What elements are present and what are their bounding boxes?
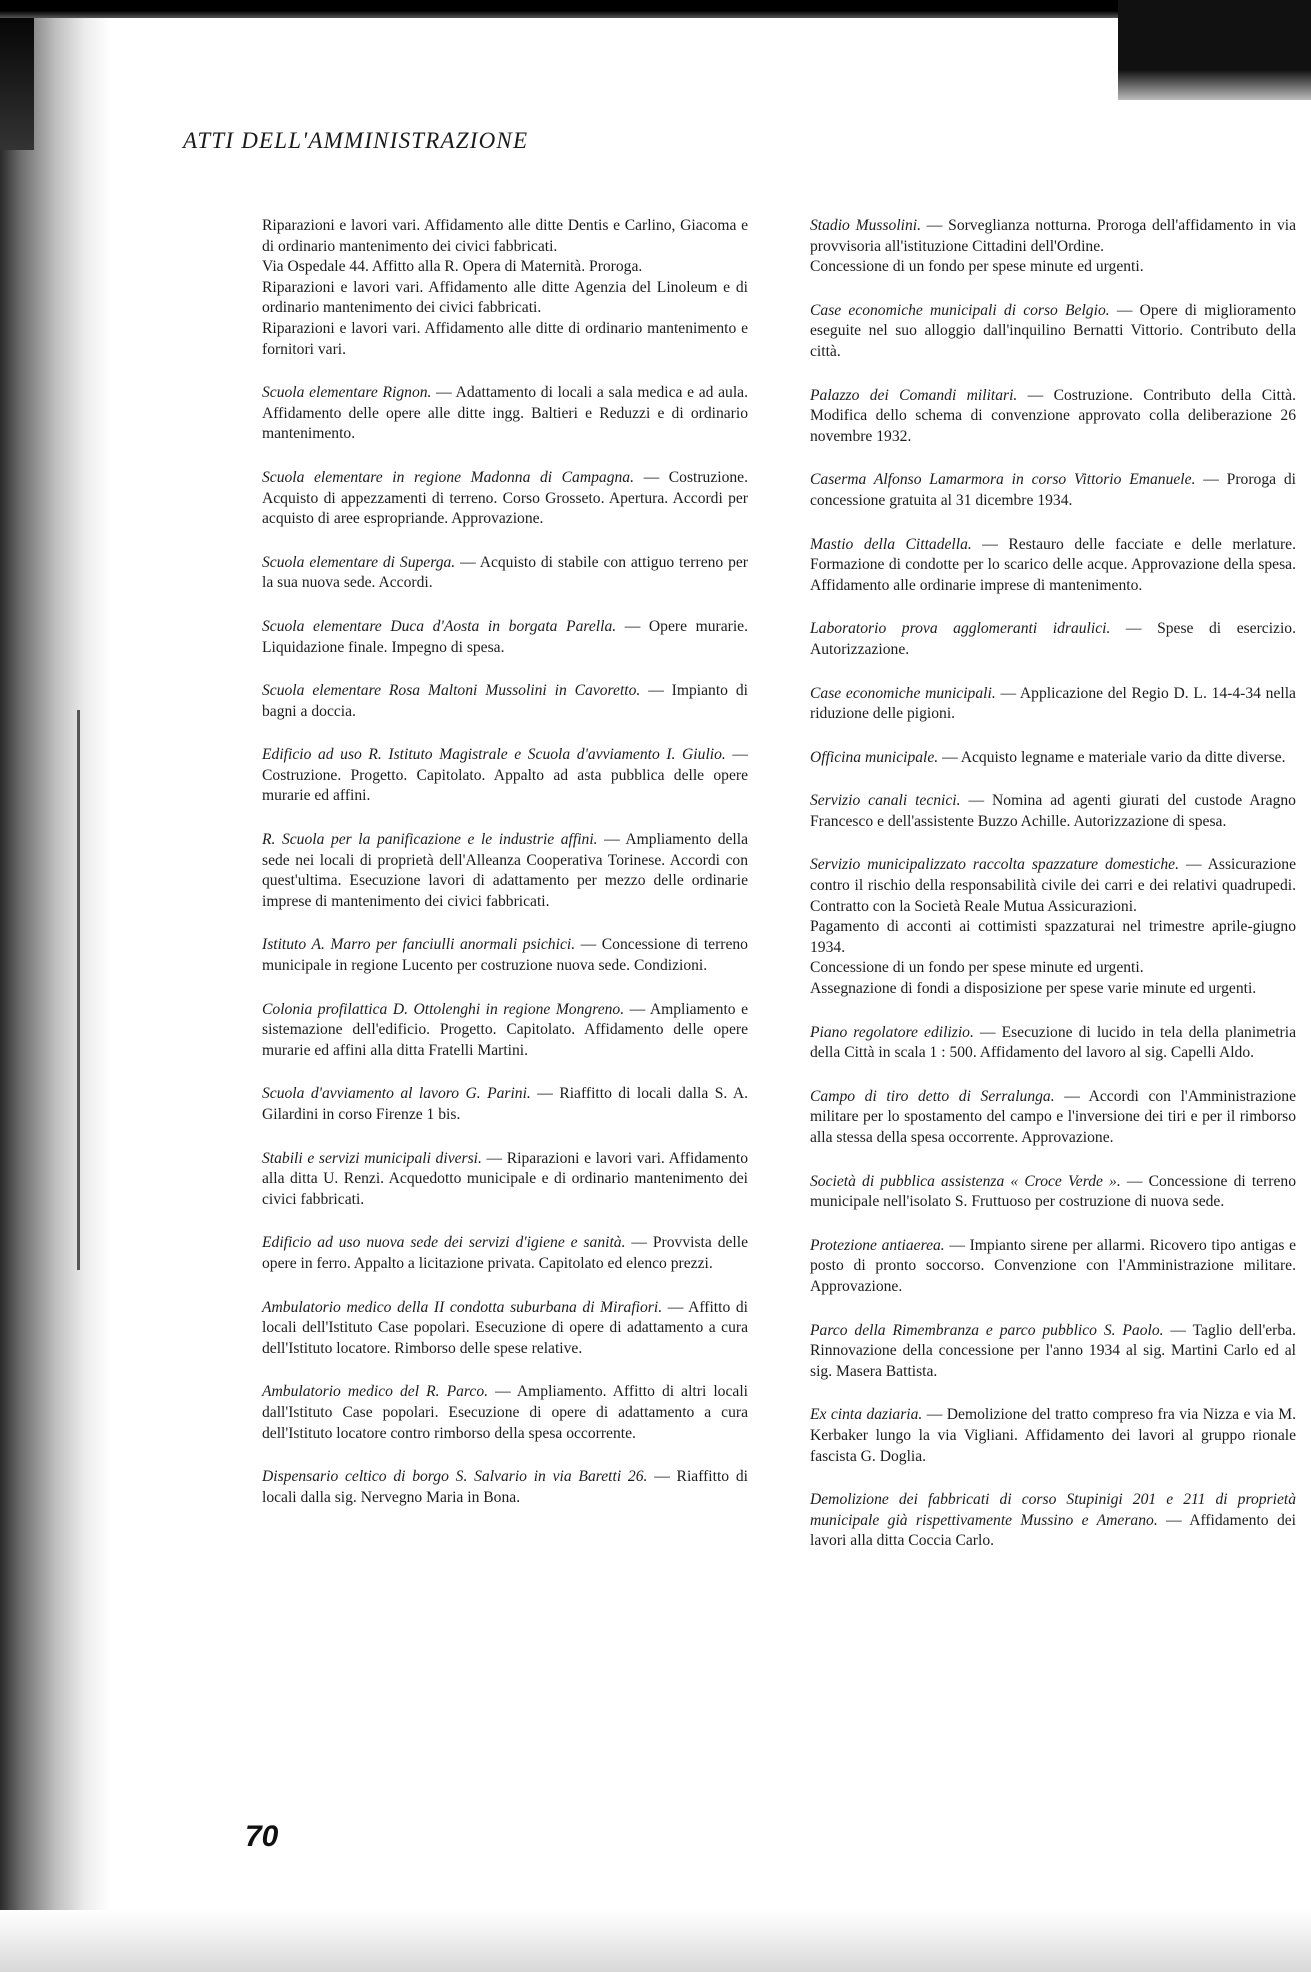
entry [810, 684, 1296, 725]
entry-text: — Esecuzione di lucido in tela della planimetria della Città in scala 1 : 500. Affidamento del lavoro al sig. Capelli Aldo. [810, 1023, 1296, 1062]
entry [810, 1405, 1296, 1467]
entry-title: Servizio canali tecnici. [810, 792, 961, 810]
entry-text: — Ampliamento. Affitto di altri locali dall'Istituto Case popolari. Esecuzione di opere di adattamento a cura dell'Istituto locatore contro rimborso della spesa occorrente. [262, 1383, 748, 1442]
entry [262, 1084, 748, 1125]
entry-title: Servizio municipalizzato raccolta spazzature domestiche. [810, 856, 1179, 874]
entry-text: — Affidamento dei lavori alla ditta Coccia Carlo. [810, 1511, 1296, 1550]
entry [262, 468, 748, 530]
entry [262, 1382, 748, 1444]
entry-paragraph [262, 1467, 748, 1508]
entry-text: Pagamento di acconti ai cottimisti spazzaturai nel trimestre aprile-giugno 1934. [810, 918, 1296, 956]
scan-top-edge [0, 0, 1311, 18]
entry-title: Stadio Mussolini. [810, 217, 922, 234]
entry-text: — Acquisto di stabile con attiguo terreno per la sua nuova sede. Accordi. [262, 553, 748, 592]
entry-text: — Riparazioni e lavori vari. Affidamento alla ditta U. Renzi. Acquedotto municipale e di ordinario mantenimento dei civici fabbricati. [262, 1149, 748, 1208]
entry-paragraph [262, 216, 748, 257]
entry [262, 216, 748, 360]
entry-text: Riparazioni e lavori vari. Affidamento alle ditte Agenzia del Linoleum e di ordinario mantenimento dei civici fabbricati. [262, 278, 748, 317]
entry-text: — Costruzione. Contributo della Città. Modifica dello schema di convenzione approvato colla deliberazione 26 novembre 1932. [810, 386, 1296, 445]
entry-title: Ambulatorio medico della II condotta suburbana di Mirafiori. [262, 1298, 663, 1316]
entry-text: — Applicazione del Regio D. L. 14-4-34 nella riduzione delle pigioni. [810, 684, 1296, 723]
entry-title: Scuola elementare Rignon. [262, 384, 432, 402]
entry-paragraph [810, 619, 1296, 660]
entry-text: — Demolizione del tratto compreso fra via Nizza e via M. Kerbaker lungo la via Vigliani. Affidamento dei lavori al gruppo rionale fascista G. Doglia. [810, 1406, 1297, 1465]
page-number: 70 [245, 1820, 279, 1853]
entry-paragraph [810, 791, 1296, 832]
entry-paragraph [810, 917, 1296, 958]
entry-paragraph [262, 319, 748, 360]
entry-paragraph [810, 979, 1296, 1000]
entry-text: — Assicurazione contro il rischio della responsabilità civile dei carri e dei relativi quadrupedi. Contratto con la Società Reale Mutua Assicurazioni. [810, 856, 1296, 915]
entry [810, 1321, 1296, 1383]
entry-title: Caserma Alfonso Lamarmora in corso Vittorio Emanuele. [810, 471, 1196, 489]
entry-title: Società di pubblica assistenza « Croce Verde ». [810, 1172, 1121, 1190]
entry [262, 1467, 748, 1508]
entry [810, 1236, 1296, 1298]
entry [810, 301, 1296, 363]
entry-text: — Proroga di concessione gratuita al 31 dicembre 1934. [810, 471, 1296, 509]
entry-title: Demolizione dei fabbricati di corso Stupinigi 201 e 211 di proprietà municipale già rispettivamente Mussino e Amerano. [810, 1491, 1296, 1529]
scan-left-shadow [0, 0, 110, 1972]
entry-paragraph [810, 257, 1296, 278]
entry-text: — Sorveglianza notturna. Proroga dell'affidamento in via provvisoria all'istituzione Cittadini dell'Ordine. [810, 217, 1296, 255]
entry-title: Piano regolatore edilizio. [810, 1023, 974, 1041]
entry-title: Edificio ad uso R. Istituto Magistrale e Scuola d'avviamento I. Giulio. [262, 746, 726, 764]
entry [262, 1000, 748, 1062]
entry-paragraph [810, 1321, 1296, 1383]
entry [262, 1233, 748, 1274]
entry-title: Ex cinta daziaria. [810, 1406, 923, 1424]
scan-left-dark-corner [0, 0, 34, 150]
entry [262, 1149, 748, 1211]
entry-paragraph [810, 855, 1296, 917]
entry-text: — Riaffitto di locali dalla sig. Nervegno Maria in Bona. [262, 1468, 748, 1506]
entry [810, 748, 1296, 769]
entry-paragraph [810, 470, 1296, 511]
entry [262, 617, 748, 658]
entry-paragraph [810, 684, 1296, 725]
entry-text: — Costruzione. Acquisto di appezzamenti di terreno. Corso Grosseto. Apertura. Accordi per acquisto di aree espropriande. Approvazione. [262, 468, 748, 528]
entry-text: Assegnazione di fondi a disposizione per spese varie minute ed urgenti. [810, 980, 1257, 998]
entry-title: Parco della Rimembranza e parco pubblico S. Paolo. [810, 1321, 1164, 1339]
entry-paragraph [262, 553, 748, 594]
entry [810, 791, 1296, 832]
entry-paragraph [810, 1236, 1296, 1298]
entry-title: Officina municipale. [810, 748, 939, 766]
entry-paragraph [262, 1233, 748, 1274]
entry [810, 386, 1296, 448]
entry-paragraph [262, 468, 748, 530]
entry-title: Ambulatorio medico del R. Parco. [262, 1383, 489, 1401]
entry-paragraph [262, 617, 748, 658]
entry-title: Mastio della Cittadella. [810, 535, 972, 553]
entry [810, 1490, 1296, 1552]
entry-title: Scuola elementare di Superga. [262, 553, 456, 571]
scan-margin-line [77, 710, 80, 1270]
entry-paragraph [810, 1087, 1296, 1149]
entry-paragraph [262, 1382, 748, 1444]
entry-paragraph [262, 1298, 748, 1360]
entry-title: Scuola elementare in regione Madonna di Campagna. [262, 468, 634, 486]
entry-paragraph [810, 301, 1296, 363]
entry-text: Concessione di un fondo per spese minute ed urgenti. [810, 959, 1144, 977]
entry [810, 470, 1296, 511]
entry-text: — Restauro delle facciate e delle merlature. Formazione di condotte per lo scarico delle acque. Approvazione della spesa. Affidamento alle ordinarie imprese di mantenimento. [810, 535, 1296, 594]
right-column [810, 216, 1296, 1575]
entry-paragraph [262, 681, 748, 722]
entry-paragraph [262, 935, 748, 976]
entry-text: — Adattamento di locali a sala medica e ad aula. Affidamento delle opere alle ditte ingg. Baltieri e Reduzzi e di ordinario mantenimento. [262, 384, 748, 443]
entry-title: Laboratorio prova agglomeranti idraulici. [810, 620, 1111, 638]
entry [262, 1298, 748, 1360]
entry [810, 855, 1296, 999]
entry-text: — Provvista delle opere in ferro. Appalto a licitazione privata. Capitolato ed elenco prezzi. [262, 1234, 748, 1272]
entry-text: — Concessione di terreno municipale nell'isolato S. Fruttuoso per costruzione di nuova sede. [810, 1172, 1296, 1211]
entry [810, 619, 1296, 660]
entry [262, 830, 748, 912]
entry-text: — Impianto sirene per allarmi. Ricovero tipo antigas e posto di pronto soccorso. Convenzione con l'Amministrazione militare. Approvazione. [810, 1236, 1296, 1295]
entry [262, 745, 748, 807]
entry-title: Dispensario celtico di borgo S. Salvario in via Baretti 26. [262, 1468, 648, 1486]
entry-paragraph [262, 745, 748, 807]
entry-text: — Ampliamento e sistemazione dell'edificio. Progetto. Capitolato. Affidamento delle opere murarie ed affini alla ditta Fratelli Martini. [262, 1000, 748, 1059]
entry-paragraph [810, 386, 1296, 448]
entry [810, 216, 1296, 278]
entry [262, 681, 748, 722]
entry-text: Via Ospedale 44. Affitto alla R. Opera di Maternità. Proroga. [262, 258, 643, 276]
entry-paragraph [810, 1490, 1296, 1552]
entry-title: Edificio ad uso nuova sede dei servizi d'igiene e sanità. [262, 1234, 626, 1252]
entry-text: — Concessione di terreno municipale in regione Lucento per costruzione nuova sede. Condizioni. [262, 936, 748, 975]
entry-title: R. Scuola per la panificazione e le industrie affini. [262, 831, 598, 849]
entry [262, 383, 748, 445]
entry-title: Palazzo dei Comandi militari. [810, 386, 1018, 404]
entry-text: — Opere di miglioramento eseguite nel suo alloggio dall'inquilino Bernatti Vittorio. Contributo della città. [810, 301, 1296, 360]
entry-text: — Accordi con l'Amministrazione militare per lo spostamento del campo e l'inversione dei tiri e per il rimborso alla stessa della spesa occorrente. Approvazione. [810, 1087, 1296, 1146]
entry-text: Riparazioni e lavori vari. Affidamento alle ditte di ordinario mantenimento e fornitori vari. [262, 319, 748, 358]
entry-paragraph [810, 535, 1296, 597]
entry-paragraph [262, 257, 748, 278]
entry-paragraph [810, 1172, 1296, 1213]
entry-paragraph [810, 1405, 1296, 1467]
entry-text: — Impianto di bagni a doccia. [262, 682, 748, 720]
entry-title: Case economiche municipali. [810, 684, 996, 702]
scan-bottom-shadow [0, 1910, 1311, 1972]
entry-title: Scuola elementare Duca d'Aosta in borgata Parella. [262, 617, 617, 635]
entry-title: Scuola elementare Rosa Maltoni Mussolini in Cavoretto. [262, 682, 641, 700]
entry [810, 1023, 1296, 1064]
running-head: ATTI DELL'AMMINISTRAZIONE [183, 128, 529, 153]
entry-paragraph [810, 748, 1296, 769]
entry-paragraph [810, 958, 1296, 979]
entry [810, 1172, 1296, 1213]
entry-paragraph [262, 830, 748, 912]
entry-title: Stabili e servizi municipali diversi. [262, 1149, 482, 1167]
entry-title: Case economiche municipali di corso Belgio. [810, 301, 1110, 319]
entry-text: — Opere murarie. Liquidazione finale. Impegno di spesa. [262, 617, 748, 656]
entry-paragraph [262, 1000, 748, 1062]
entry-text: — Taglio dell'erba. Rinnovazione della concessione per l'anno 1934 al sig. Martini Carlo ed al sig. Masera Battista. [810, 1321, 1296, 1380]
entry-text: — Acquisto legname e materiale vario da ditte diverse. [942, 748, 1286, 766]
entry-paragraph [262, 383, 748, 445]
entry-title: Istituto A. Marro per fanciulli anormali psichici. [262, 936, 576, 954]
scan-top-right-shadow [1118, 0, 1311, 100]
entry-text: Riparazioni e lavori vari. Affidamento alle ditte Dentis e Carlino, Giacoma e di ordinario mantenimento dei civici fabbricati. [262, 217, 748, 255]
entry-paragraph [262, 1084, 748, 1125]
entry-title: Protezione antiaerea. [810, 1236, 945, 1254]
entry [262, 935, 748, 976]
entry-title: Scuola d'avviamento al lavoro G. Parini. [262, 1085, 531, 1103]
entry [262, 553, 748, 594]
entry-title: Campo di tiro detto di Serralunga. [810, 1087, 1055, 1105]
entry-text: — Riaffitto di locali dalla S. A. Gilardini in corso Firenze 1 bis. [262, 1085, 749, 1123]
entry-text: — Spese di esercizio. Autorizzazione. [810, 620, 1296, 658]
entry-text: — Affitto di locali dell'Istituto Case popolari. Esecuzione di opere di adattamento a cura dell'Istituto locatore. Rimborso delle spese relative. [262, 1298, 748, 1357]
entry-paragraph [262, 278, 748, 319]
left-column [262, 216, 748, 1531]
entry-paragraph [810, 216, 1296, 257]
entry-paragraph [262, 1149, 748, 1211]
entry-text: — Nomina ad agenti giurati del custode Aragno Francesco e dell'assistente Buzzo Achille. Autorizzazione di spesa. [810, 792, 1296, 830]
entry [810, 1087, 1296, 1149]
entry-title: Colonia profilattica D. Ottolenghi in regione Mongreno. [262, 1000, 625, 1018]
entry-text: — Ampliamento della sede nei locali di proprietà dell'Alleanza Cooperativa Torinese. Accordi con quest'ultima. Esecuzione lavori di adattamento per mezzo delle ordinarie imprese di mantenimento dei civici fabbricati. [262, 831, 748, 910]
entry-text: — Costruzione. Progetto. Capitolato. Appalto ad asta pubblica delle opere murarie ed affini. [262, 746, 748, 805]
entry-paragraph [810, 1023, 1296, 1064]
entry-text: Concessione di un fondo per spese minute ed urgenti. [810, 258, 1144, 276]
entry [810, 535, 1296, 597]
